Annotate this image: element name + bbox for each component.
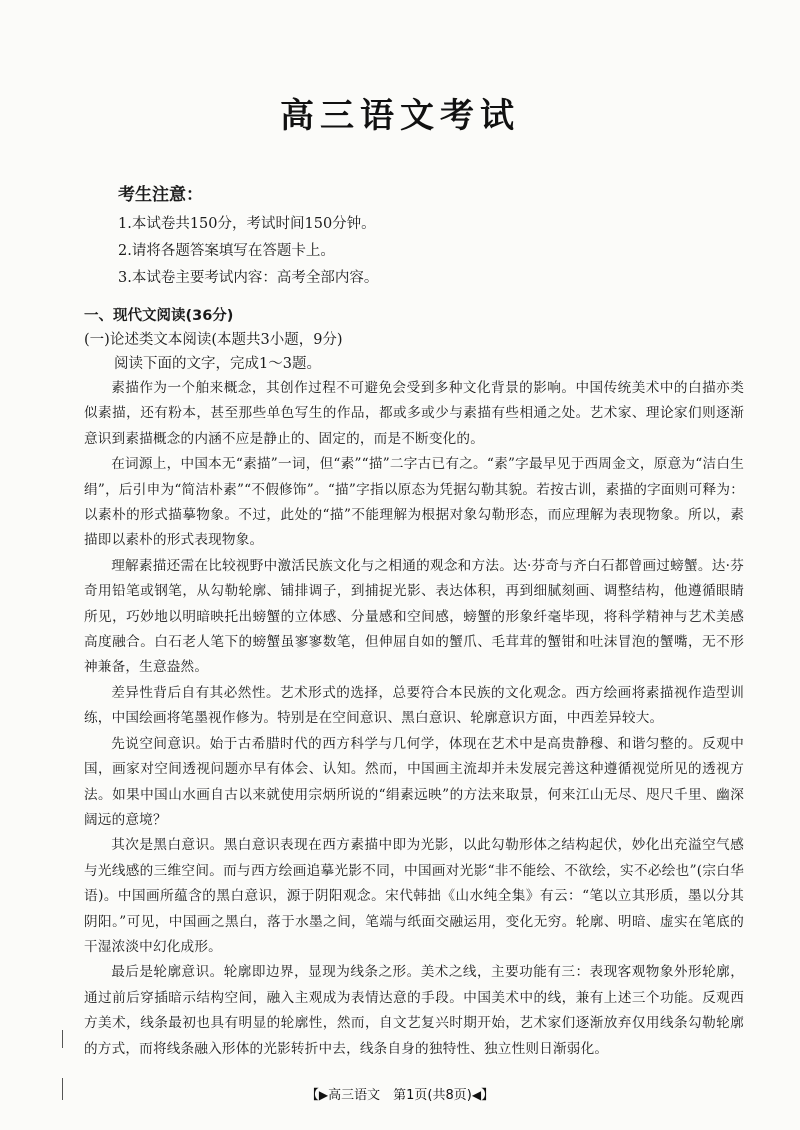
play-right-icon: ▶ <box>318 1088 329 1102</box>
footer-left-bracket: 【 <box>305 1088 319 1103</box>
reading-section <box>84 304 744 1062</box>
notice-item-1: 1.本试卷共150分，考试时间150分钟。 <box>118 216 376 232</box>
footer-page-label: 高三语文 第1页(共8页) <box>328 1088 472 1103</box>
page-footer <box>0 1084 800 1103</box>
paragraph-4: 差异性背后自有其必然性。艺术形式的选择，总要符合本民族的文化观念。西方绘画将素描视作造型训练，中国绘画将笔墨视作修为。特别是在空间意识、黑白意识、轮廓意识方面，中西差异较大。 <box>84 684 744 727</box>
notice-item-3: 3.本试卷主要考试内容：高考全部内容。 <box>118 270 379 286</box>
exam-title: 高三语文考试 <box>280 96 520 136</box>
paragraph-3: 理解素描还需在比较视野中激活民族文化与之相通的观念和方法。达·芬奇与齐白石都曾画过螃蟹。达·芬奇用铅笔或钢笔，从勾勒轮廓、铺排调子，到捕捉光影、表达体积，再到细腻刻画、调整结构，他遵循眼睛所见，巧妙地以明暗映托出螃蟹的立体感、分量感和空间感，螃蟹的形象纤毫毕现，将科学精神与艺术美感高度融合。白石老人笔下的螃蟹虽寥寥数笔，但伸屈自如的蟹爪、毛茸茸的蟹钳和吐沫冒泡的蟹嘴，无不形神兼备，生意盎然。 <box>84 557 744 676</box>
section-instruction: 阅读下面的文字，完成1～3题。 <box>114 356 321 372</box>
scan-edge-mark <box>62 1030 63 1048</box>
notice-item-2: 2.请将各题答案填写在答题卡上。 <box>118 243 335 259</box>
candidate-notice <box>118 180 718 292</box>
paragraph-6: 其次是黑白意识。黑白意识表现在西方素描中即为光影，以此勾勒形体之结构起伏，妙化出充溢空气感与光线感的三维空间。而与西方绘画追摹光影不同，中国画对光影“非不能绘、不欲绘，实不必绘也”(宗白华语)。中国画所蕴含的黑白意识，源于阴阳观念。宋代韩拙《山水纯全集》有云：“笔以立其形质，墨以分其阴阳。”可见，中国画之黑白，落于水墨之间，笔端与纸面交融运用，变化无穷。轮廓、明暗、虚实在笔底的干湿浓淡中幻化成形。 <box>84 837 744 955</box>
play-left-icon: ◀ <box>471 1088 482 1102</box>
paragraph-7: 最后是轮廓意识。轮廓即边界，显现为线条之形。美术之线，主要功能有三：表现客观物象外形轮廓，通过前后穿插暗示结构空间，融入主观成为表情达意的手段。中国美术中的线，兼有上述三个功能。反观西方美术，线条最初也具有明显的轮廓性，然而，自文艺复兴时期开始，艺术家们逐渐放弃仅用线条勾勒轮廓的方式，而将线条融入形体的光影转折中去，线条自身的独特性、独立性则日渐弱化。 <box>84 964 744 1057</box>
section-subtitle: (一)论述类文本阅读(本题共3小题，9分) <box>84 332 343 348</box>
paragraph-5: 先说空间意识。始于古希腊时代的西方科学与几何学，体现在艺术中是高贵静穆、和谐匀整的。反观中国，画家对空间透视问题亦早有体会、认知。然而，中国画主流却并未发展完善这种遵循视觉所见的透视方法。如果中国山水画自古以来就使用宗炳所说的“绢素远映”的方法来取景，何来江山无尽、咫尺千里、幽深阔远的意境？ <box>84 735 744 828</box>
paragraph-2: 在词源上，中国本无“素描”一词，但“素”“描”二字古已有之。“素”字最早见于西周金文，原意为“洁白生绢”，后引申为“简洁朴素”“不假修饰”。“描”字指以原态为凭据勾勒其貌。若按古训，素描的字面则可释为：以素朴的形式描摹物象。不过，此处的“描”不能理解为根据对象勾勒形态，而应理解为表现物象。所以，素描即以素朴的形式表现物象。 <box>84 456 744 549</box>
section-title: 一、现代文阅读(36分) <box>84 308 234 324</box>
footer-right-bracket: 】 <box>481 1088 495 1103</box>
paragraph-1: 素描作为一个舶来概念，其创作过程不可避免会受到多种文化背景的影响。中国传统美术中的白描亦类似素描，还有粉本，甚至那些单色写生的作品，都或多或少与素描有些相通之处。艺术家、理论家们则逐渐意识到素描概念的内涵不应是静止的、固定的，而是不断变化的。 <box>84 380 744 447</box>
notice-heading: 考生注意： <box>118 185 203 205</box>
